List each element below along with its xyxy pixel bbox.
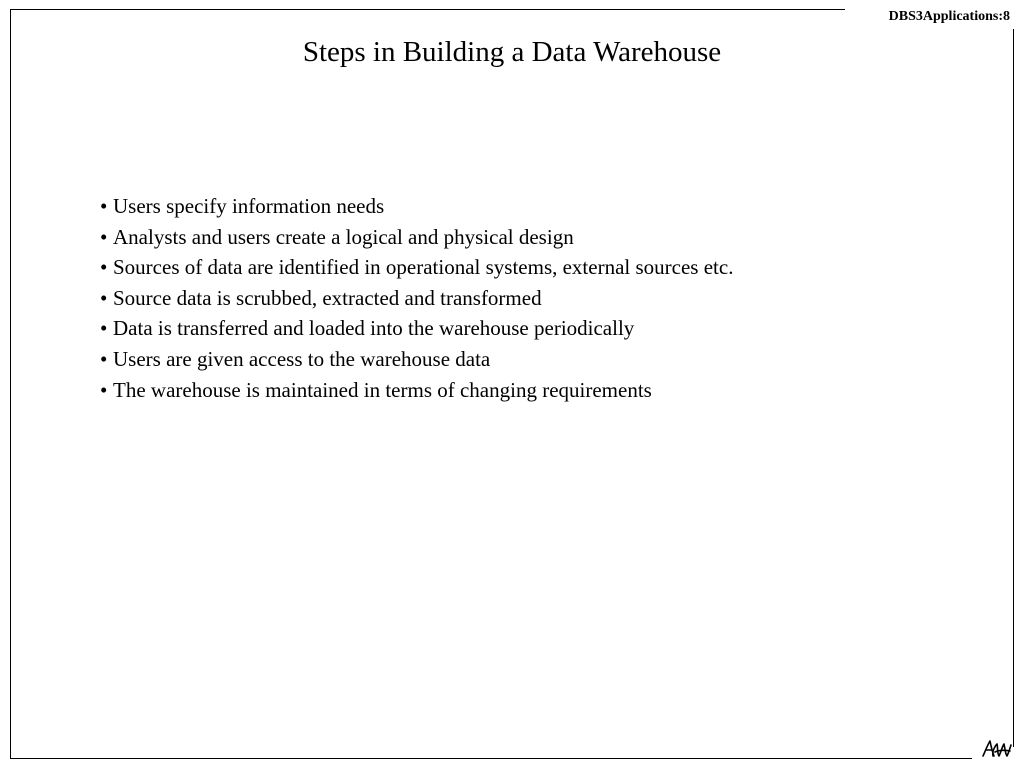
bullet-text: Analysts and users create a logical and physical design — [113, 224, 574, 249]
bullet-item — [100, 222, 733, 253]
bullet-glyph: • — [100, 194, 108, 218]
bullet-glyph: • — [100, 316, 108, 341]
slide-frame-left-border — [10, 9, 11, 759]
bullet-glyph: • — [100, 255, 108, 280]
bullet-item — [100, 344, 733, 375]
bullet-glyph: • — [100, 224, 108, 249]
aw-monogram-icon — [981, 738, 1013, 760]
bullet-item — [100, 191, 733, 222]
slide-frame-bottom-border — [10, 758, 972, 759]
slide-id-label: DBS3Applications:8 — [888, 9, 1010, 24]
bullet-item — [100, 313, 733, 344]
bullet-text: Data is transferred and loaded into the warehouse periodically — [113, 316, 635, 341]
bullet-text: The warehouse is maintained in terms of changing requirements — [113, 377, 652, 402]
bullet-text: Source data is scrubbed, extracted and transformed — [113, 285, 542, 310]
bullet-item — [100, 375, 733, 406]
bullet-item — [100, 252, 733, 283]
bullet-glyph: • — [100, 346, 108, 371]
bullet-text: Users specify information needs — [113, 194, 385, 218]
bullet-text: Sources of data are identified in operational systems, external sources etc. — [113, 255, 734, 280]
slide-frame-right-border — [1013, 29, 1014, 747]
slide-title: Steps in Building a Data Warehouse — [302, 36, 722, 68]
bullet-text: Users are given access to the warehouse data — [113, 346, 491, 371]
bullet-glyph: • — [100, 377, 108, 402]
bullet-glyph: • — [100, 285, 108, 310]
bullet-item — [100, 283, 733, 314]
slide-frame-top-border — [10, 9, 845, 10]
bullet-list — [100, 191, 733, 405]
